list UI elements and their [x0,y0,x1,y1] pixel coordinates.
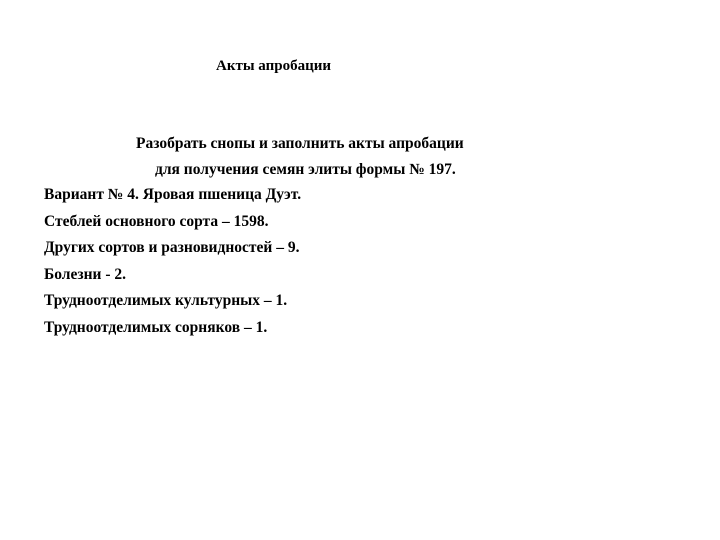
main-variety-stems-line: Стеблей основного сорта – 1598. [44,212,269,230]
page-title: Акты апробации [216,58,332,74]
task-heading-line-1: Разобрать снопы и заполнить акты апробации [136,135,464,152]
hard-to-separate-crops-line: Трудноотделимых культурных – 1. [44,292,288,309]
task-heading-line-2: для получения семян элиты формы № 197. [155,161,456,178]
other-varieties-line: Других сортов и разновидностей – 9. [44,239,300,256]
variant-line: Вариант № 4. Яровая пшеница Дуэт. [44,186,302,203]
diseases-line: Болезни - 2. [44,265,126,283]
hard-to-separate-weeds-line: Трудноотделимых сорняков – 1. [44,318,268,336]
variant-details [44,182,301,341]
